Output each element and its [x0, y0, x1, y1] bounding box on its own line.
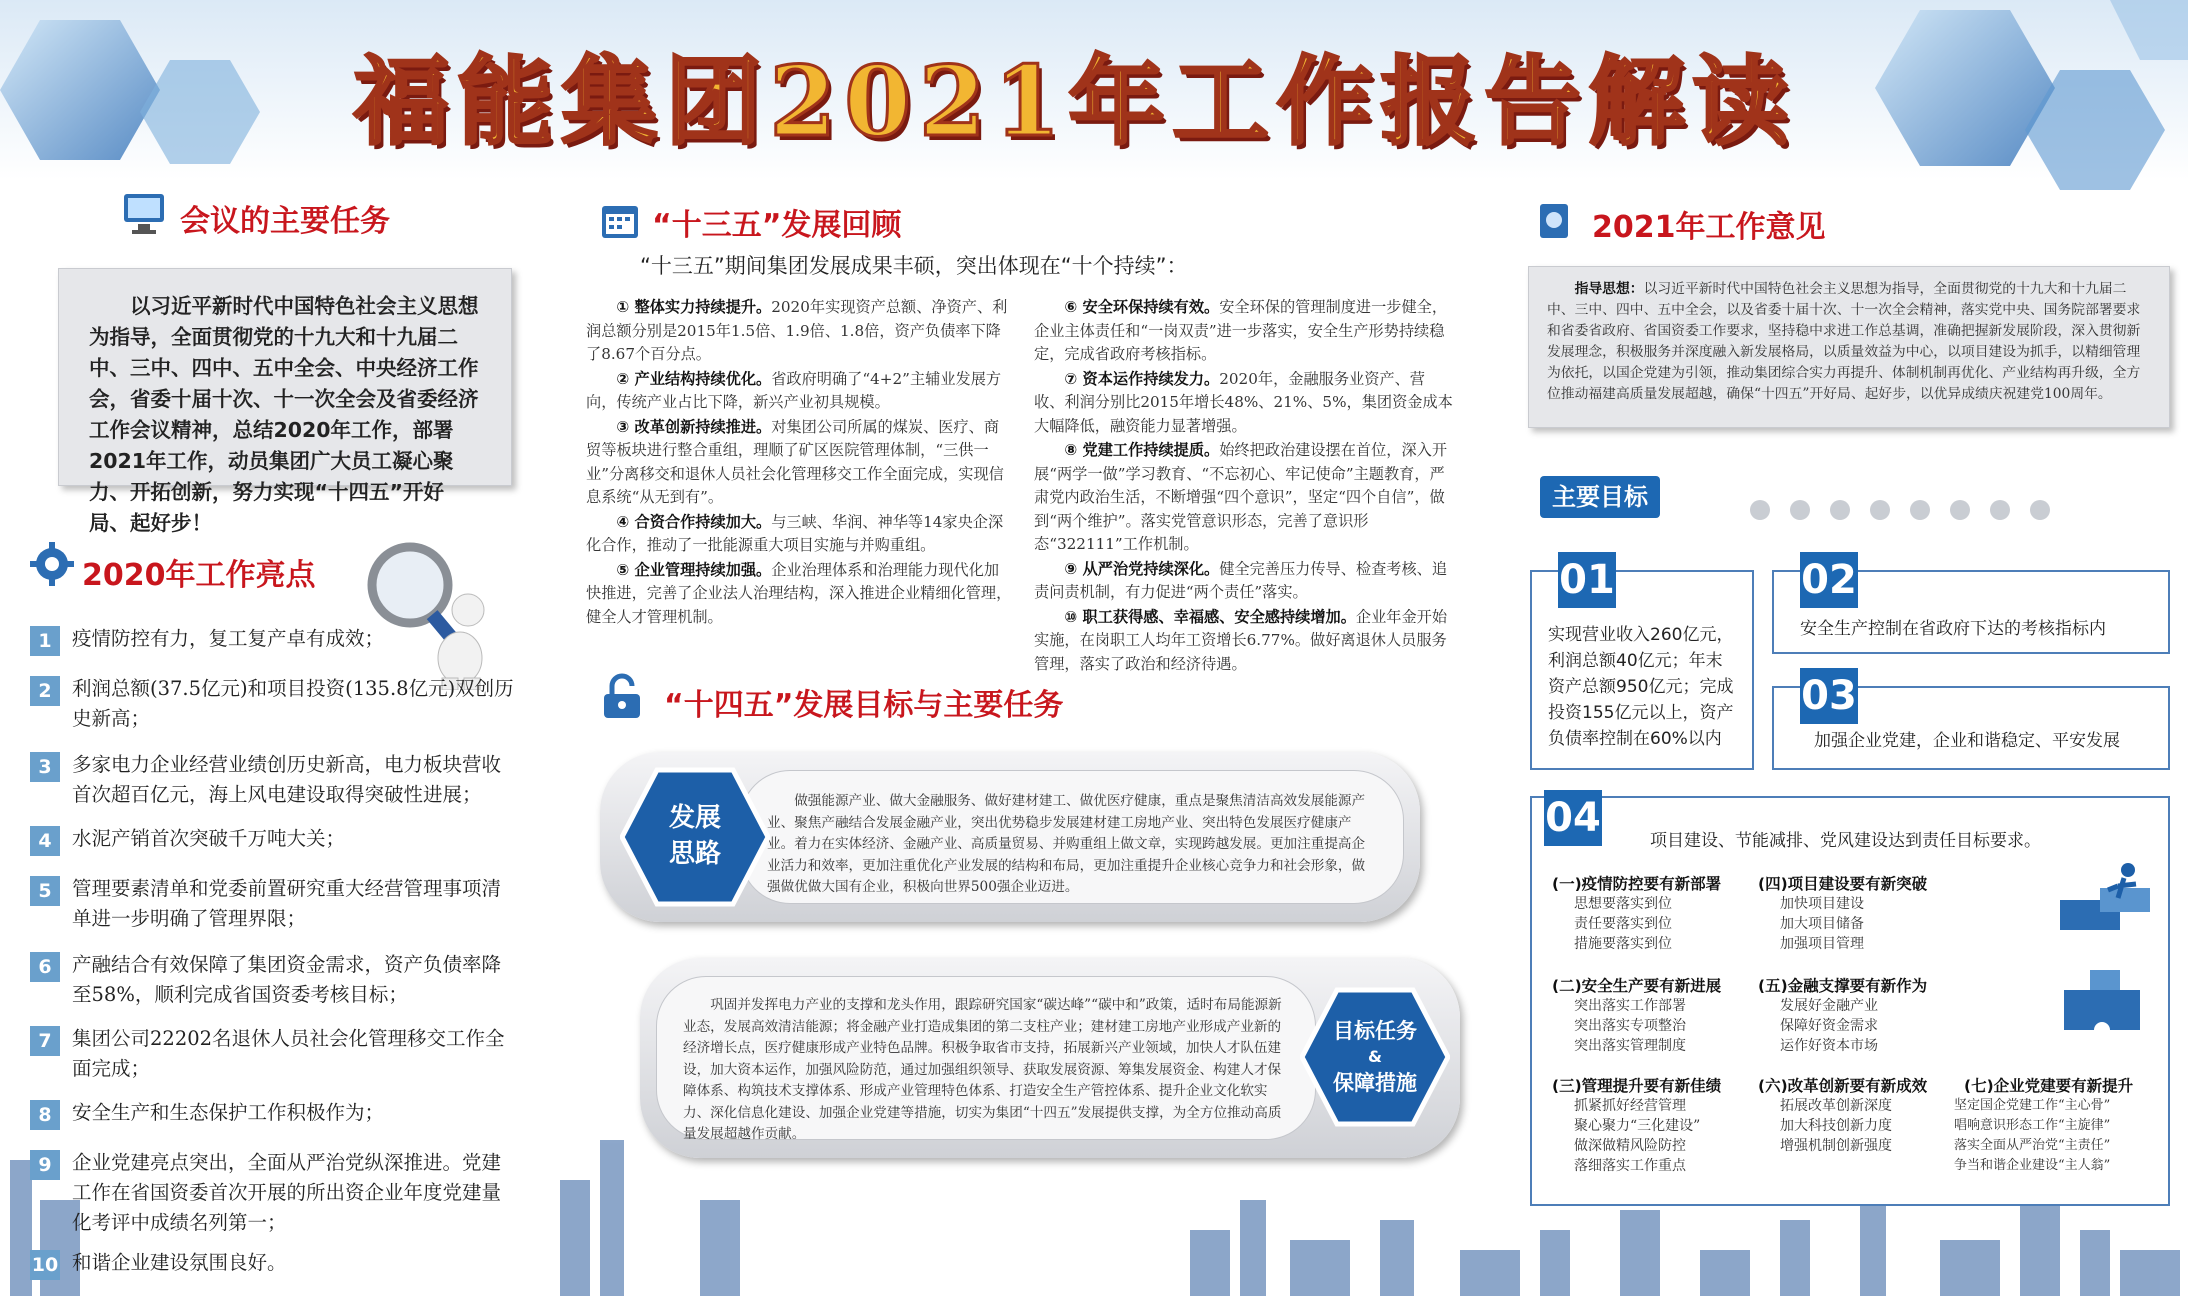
list-number: 8 [30, 1100, 60, 1130]
calendar-icon [600, 200, 640, 240]
review-item-lead: ⑥ 安全环保持续有效。 [1064, 298, 1220, 316]
plan-heading: “十四五”发展目标与主要任务 [664, 688, 1064, 723]
list-item [30, 1024, 520, 1084]
goal-group [1954, 1074, 2162, 1176]
goal-group-title: (六)改革创新要有新成效 [1758, 1077, 1928, 1095]
review-item [1034, 558, 1454, 605]
plan-idea-text: 做强能源产业、做大金融服务、做好建材建工、做优医疗健康，重点是聚焦清洁高效发展能源产业、聚焦产融结合发展金融产业，突出优势稳步发展建材建工房地产业、突出特色发展医疗健康产业。着力在实体经济、金融产业、高质量贸易、并购重组上做文章，实现跨越发展。更加注重提高企业活力和效率，更加注重优化产业发展的结构和布局，更加注重提升企业核心竞争力和社会形象，做强做优做大国有企业，积极向世界500强企业迈进。 [740, 770, 1404, 904]
goal-group-item: 思想要落实到位 [1574, 896, 1672, 912]
goal-group-item: 聚心聚力“三化建设” [1574, 1118, 1701, 1134]
magnifier-figure-icon [360, 540, 500, 690]
goal-group-item: 加快项目建设 [1780, 896, 1864, 912]
goal-text: 安全生产控制在省政府下达的考核指标内 [1800, 619, 2106, 639]
list-item [30, 824, 520, 856]
review-item [586, 416, 1012, 510]
list-text: 和谐企业建设氛围良好。 [72, 1251, 287, 1274]
plan-task-text: 巩固并发挥电力产业的支撑和龙头作用，跟踪研究国家“碳达峰”“碳中和”政策，适时布局能源新业态，发展高效清洁能源；将金融产业打造成集团的第二支柱产业；建材建工房地产业形成产业新的经济增长点，医疗健康形成产业特色品牌。积极争取省市支持，拓展新兴产业领域，加快人才队伍建设，加大资本运作，加强风险防范，通过加强组织领导、获取发展资源、筹集发展资金、构建人才保障体系、构筑技术支撑体系、形成产业管理特色体系、打造安全生产管控体系、提升企业文化软实力、深化信息化建设、加强企业党建等措施，切实为集团“十四五”发展提供支撑，为全方位推动高质量发展超越作贡献。 [656, 976, 1316, 1140]
list-text: 安全生产和生态保护工作积极作为； [72, 1101, 385, 1124]
review-item-lead: ② 产业结构持续优化。 [616, 369, 772, 388]
opinion-heading: 2021年工作意见 [1592, 210, 1826, 245]
goal-group [1552, 1074, 1752, 1176]
goal-number: 02 [1800, 552, 1858, 608]
review-left-column [586, 296, 1012, 630]
review-item-lead: ⑩ 职工获得感、幸福感、安全感持续增加。 [1064, 607, 1356, 626]
badge-label-2 [1300, 1018, 1450, 1096]
list-item [30, 750, 520, 810]
list-text: 多家电力企业经营业绩创历史新高，电力板块营收首次超百亿元，海上风电建设取得突破性进展； [72, 753, 502, 806]
goal-group-item: 发展好金融产业 [1780, 998, 1878, 1014]
meeting-box [58, 268, 512, 535]
goal-group-item: 加大科技创新力度 [1780, 1118, 1892, 1134]
monitor-icon [120, 188, 168, 236]
goal-group-title: (二)安全生产要有新进展 [1552, 977, 1722, 995]
list-text: 疫情防控有力，复工复产卓有成效； [72, 627, 385, 650]
list-item [30, 624, 520, 656]
guide-box [1528, 266, 2170, 428]
highlights-heading: 2020年工作亮点 [82, 558, 316, 593]
review-item-body: 始终把政治建设摆在首位，深入开展“两学一做”学习教育、“不忘初心、牢记使命”主题教育，严肃党内政治生活，不断增强“四个意识”，坚定“四个自信”，做到“两个维护”。落实党管意识形态，完善了意识形态“322111”工作机制。 [1034, 441, 1448, 553]
goal-group-title: (一)疫情防控要有新部署 [1552, 875, 1722, 893]
list-text: 利润总额(37.5亿元)和项目投资(135.8亿元)双创历史新高； [72, 677, 514, 730]
list-text: 产融结合有效保障了集团资金需求，资产负债率降至58%，顺利完成省国资委考核目标； [72, 953, 502, 1006]
list-text: 企业党建亮点突出，全面从严治党纵深推进。党建工作在省国资委首次开展的所出资企业年度党建量化考评中成绩名列第一； [72, 1151, 502, 1234]
review-item-body: 对集团公司所属的煤炭、医疗、商贸等板块进行整合重组，理顺了矿区医院管理体制，“三供一业”分离移交和退休人员社会化管理移交工作全面完成，实现信息系统“从无到有”。 [586, 417, 1004, 506]
goal-group [1758, 1074, 1958, 1156]
review-item-lead: ① 整体实力持续提升。 [616, 298, 772, 316]
list-item [30, 1248, 520, 1280]
goal-group-item: 做深做精风险防控 [1574, 1138, 1686, 1154]
list-item [30, 1148, 520, 1238]
review-item-body: 企业治理体系和治理能力现代化加快推进，完善了企业法人治理结构，深入推进企业精细化管理，健全人才管理机制。 [586, 560, 1012, 626]
goal-group-item: 措施要落实到位 [1574, 936, 1672, 952]
guide-text [1529, 267, 2169, 417]
review-item [586, 559, 1012, 630]
goal-group [1552, 974, 1772, 1056]
goal-group-item: 运作好资本市场 [1780, 1038, 1878, 1054]
goal-text: 加强企业党建，企业和谐稳定、平安发展 [1814, 731, 2120, 751]
review-item-body: 安全环保的管理制度进一步健全，企业主体责任和“一岗双责”进一步落实，安全生产形势持续稳定，完成省政府考核指标。 [1034, 298, 1448, 363]
goal-group-title: (七)企业党建要有新提升 [1964, 1077, 2134, 1095]
list-number: 3 [30, 752, 60, 782]
goal-group-item: 坚定国企党建工作“主心骨” [1954, 1098, 2111, 1113]
review-item-lead: ⑦ 资本运作持续发力。 [1064, 369, 1220, 388]
goal-number: 03 [1800, 668, 1858, 724]
review-item [1034, 439, 1454, 557]
list-number: 5 [30, 876, 60, 906]
goal-group-item: 突出落实工作部署 [1574, 998, 1686, 1014]
review-item [586, 296, 1012, 367]
review-intro: “十三五”期间集团发展成果丰硕，突出体现在“十个持续”： [640, 254, 1188, 278]
runner-puzzle-icon [2050, 860, 2160, 1060]
list-number: 7 [30, 1026, 60, 1056]
badge-label-line: 思路 [668, 839, 721, 869]
list-item [30, 950, 520, 1010]
goal-group-item: 加强项目管理 [1780, 936, 1864, 952]
goal-group-title: (四)项目建设要有新突破 [1758, 875, 1928, 893]
review-item-lead: ⑨ 从严治党持续深化。 [1064, 559, 1220, 578]
guide-body: 以习近平新时代中国特色社会主义思想为指导，全面贯彻党的十九大和十九届二中、三中、四中、五中全会，以及省委十届十次、十一次全会精神，落实党中央、国务院部署要求和省委省政府、省国资委工作要求，坚持稳中求进工作总基调，准确把握新发展阶段，深入贯彻新发展理念，积极服务并深度融入新发展格局，以质量效益为中心，以项目建设为抓手，以精细管理为依托，以国企党建为引领，推动集团综合实力再提升、体制机制再优化、产业结构再升级，全方位推动福建高质量发展超越，确保“十四五”开好局、起好步，以优异成绩庆祝建党100周年。 [1547, 281, 2141, 402]
goal-number: 01 [1558, 552, 1616, 608]
goal-group-item: 突出落实管理制度 [1574, 1038, 1686, 1054]
review-right-column [1034, 296, 1454, 677]
gear-icon [30, 542, 74, 586]
list-item [30, 1098, 520, 1130]
goal-text: 实现营业收入260亿元，利润总额40亿元；年末资产总额950亿元；完成投资155亿元以上，资产负债率控制在60%以内 [1548, 625, 1734, 749]
goal-group [1758, 974, 1978, 1056]
review-item [586, 511, 1012, 558]
list-number: 1 [30, 626, 60, 656]
goals-heading: 主要目标 [1540, 476, 1660, 518]
badge-label-line: 保障措施 [1333, 1071, 1417, 1095]
review-item [586, 368, 1012, 415]
goal-group-item: 加大项目储备 [1780, 916, 1864, 932]
review-item-body: 企业年金开始实施，在岗职工人均年工资增长6.77%。做好离退休人员服务管理，落实了政治和经济待遇。 [1034, 607, 1448, 673]
list-text: 集团公司22202名退休人员社会化管理移交工作全面完成； [72, 1027, 505, 1080]
list-item [30, 674, 520, 734]
goal-group-item: 拓展改革创新深度 [1780, 1098, 1892, 1114]
list-number: 2 [30, 676, 60, 706]
goal-group-item: 唱响意识形态工作“主旋律” [1954, 1118, 2111, 1133]
badge-label-line: & [1368, 1047, 1382, 1066]
review-item-lead: ⑧ 党建工作持续提质。 [1064, 441, 1220, 459]
goal-group-item: 责任要落实到位 [1574, 916, 1672, 932]
badge-label-line: 目标任务 [1333, 1019, 1417, 1043]
review-item [1034, 368, 1454, 439]
review-item-body: 健全完善压力传导、检查考核、追责问责机制，有力促进“两个责任”落实。 [1034, 559, 1448, 601]
review-item-lead: ⑤ 企业管理持续加强。 [616, 560, 772, 579]
review-item-body: 2020年，金融服务业资产、营收、利润分别比2015年增长48%、21%、5%，集团资金成本大幅降低，融资能力显著增强。 [1034, 369, 1453, 435]
review-item-lead: ④ 合资合作持续加大。 [616, 512, 772, 531]
review-item [1034, 606, 1454, 677]
list-number: 6 [30, 952, 60, 982]
goal-group [1552, 872, 1772, 954]
review-item-lead: ③ 改革创新持续推进。 [616, 417, 772, 436]
goal-group-item: 争当和谐企业建设“主人翁” [1954, 1158, 2111, 1173]
goal-group-title: (五)金融支撑要有新作为 [1758, 977, 1928, 995]
review-item-body: 省政府明确了“4+2”主辅业发展方向，传统产业占比下降，新兴产业初具规模。 [586, 369, 1002, 411]
guide-lead: 指导思想： [1574, 281, 1644, 297]
list-number: 4 [30, 826, 60, 856]
review-item [1034, 296, 1454, 367]
goal-text: 项目建设、节能减排、党风建设达到责任目标要求。 [1650, 831, 2041, 851]
dots-decoration [1740, 490, 2060, 530]
goal-group-item: 保障好资金需求 [1780, 1018, 1878, 1034]
goal-group-item: 落实全面从严治党“主责任” [1954, 1138, 2111, 1153]
goal-group [1758, 872, 1978, 954]
goal-group-item: 增强机制创新强度 [1780, 1138, 1892, 1154]
list-text: 管理要素清单和党委前置研究重大经营管理事项清单进一步明确了管理界限； [72, 877, 502, 930]
goal-group-item: 落细落实工作重点 [1574, 1158, 1686, 1174]
goal-group-item: 抓紧抓好经营管理 [1574, 1098, 1686, 1114]
badge-label-line: 发展 [668, 803, 721, 833]
goal-number: 04 [1544, 790, 1602, 846]
list-number: 9 [30, 1150, 60, 1180]
book-icon [1536, 200, 1572, 240]
list-number: 10 [30, 1250, 60, 1280]
list-item [30, 874, 520, 934]
list-text: 水泥产销首次突破千万吨大关； [72, 827, 346, 850]
review-item-body: 2020年实现资产总额、净资产、利润总额分别是2015年1.5倍、1.9倍、1.8倍，资产负债率下降了8.67个百分点。 [586, 298, 1008, 363]
meeting-heading: 会议的主要任务 [180, 204, 390, 239]
poster-title: 福能集团2021年工作报告解读 [353, 45, 1797, 158]
badge-label-1 [620, 800, 770, 872]
goal-group-item: 突出落实专项整治 [1574, 1018, 1686, 1034]
review-item-body: 与三峡、华润、神华等14家央企深化合作，推动了一批能源重大项目实施与并购重组。 [586, 512, 1004, 554]
meeting-text: 以习近平新时代中国特色社会主义思想为指导，全面贯彻党的十九大和十九届二中、三中、四中、五中全会、中央经济工作会，省委十届十次、十一次全会及省委经济工作会议精神，总结2020年工作，部署2021年工作，动员集团广大员工凝心聚力、开拓创新，努力实现“十四五”开好局、起好步！ [89, 294, 479, 535]
goal-group-title: (三)管理提升要有新佳绩 [1552, 1077, 1722, 1095]
review-heading: “十三五”发展回顾 [652, 208, 902, 243]
lock-icon [600, 672, 644, 720]
